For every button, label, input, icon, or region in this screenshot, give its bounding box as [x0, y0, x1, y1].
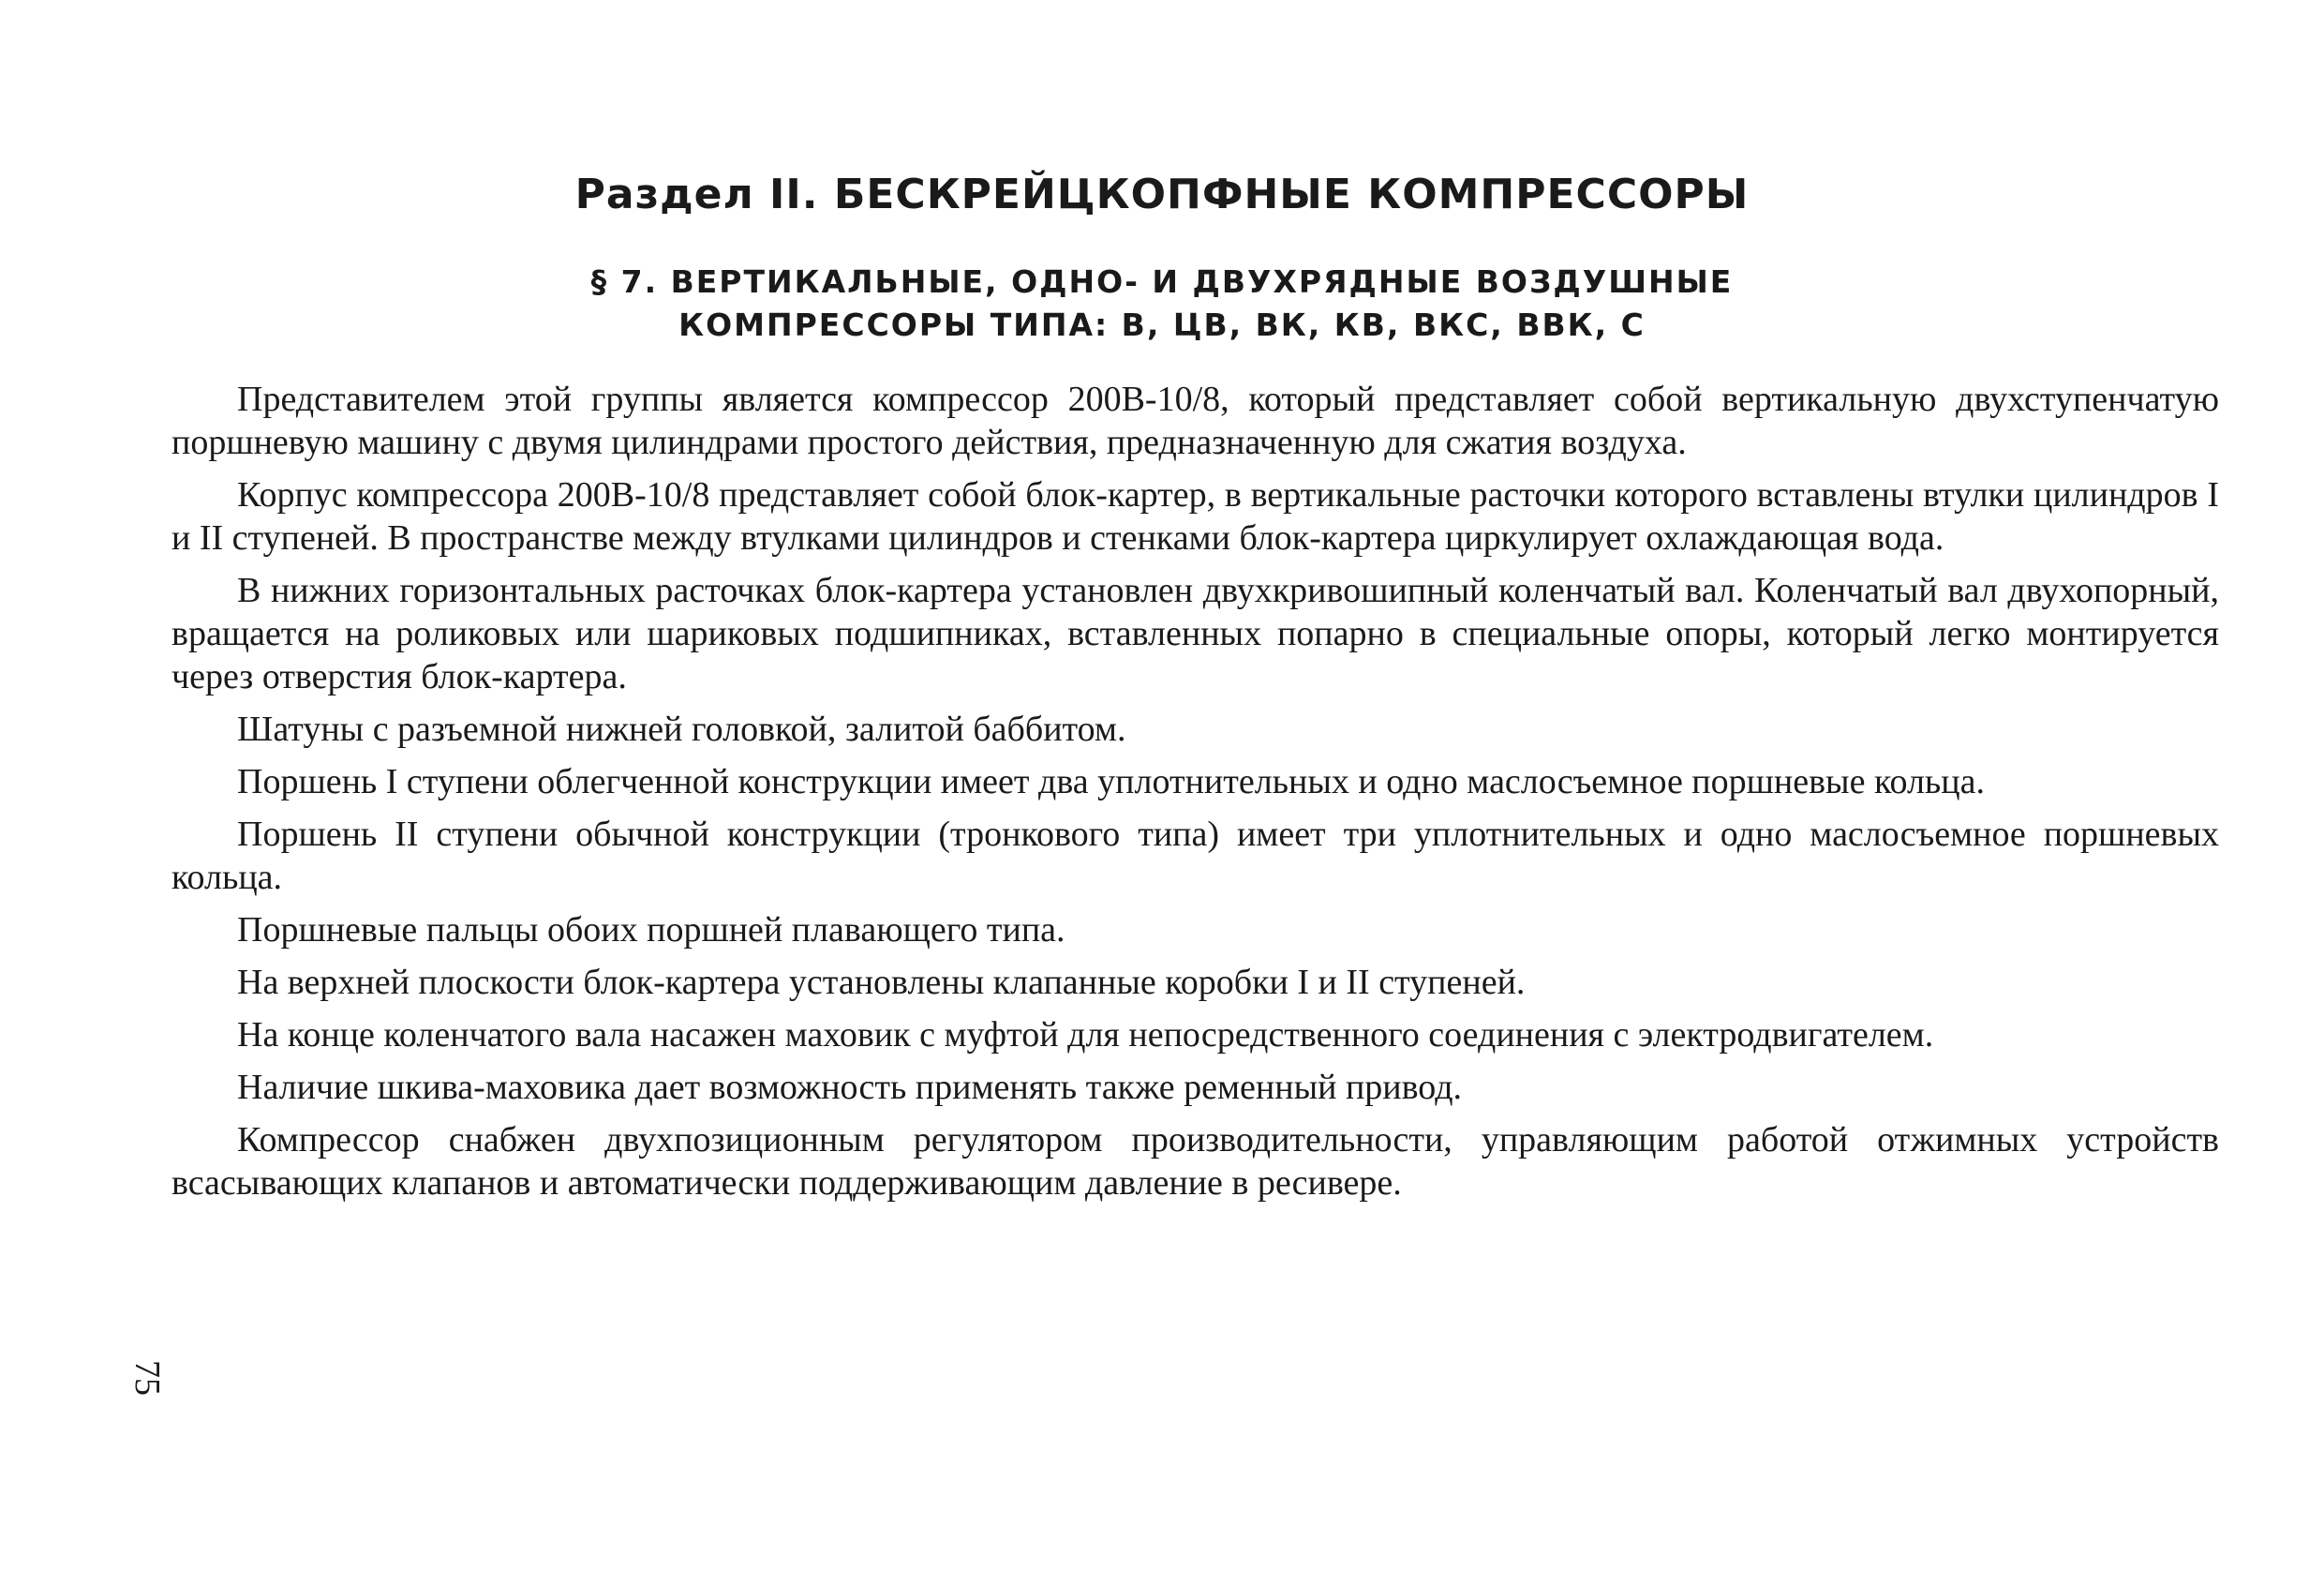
page-number: 75 [127, 1360, 167, 1396]
body-paragraph: Компрессор снабжен двухпозиционным регулятором производительности, управляющим работой отжимных устройств всасывающих клапанов и автоматически поддерживающим давление в ресивере. [171, 1120, 2219, 1203]
paragraph-heading-line-1: § 7. ВЕРТИКАЛЬНЫЕ, ОДНО- И ДВУХРЯДНЫЕ ВОЗДУШНЫЕ [590, 263, 1734, 300]
body-paragraph: В нижних горизонтальных расточках блок-картера установлен двухкривошипный коленчатый вал. Коленчатый вал двухопорный, вращается на роликовых или шариковых подшипниках, вставленных попарно в специальные опоры, который легко монтируется через отверстия блок-картера. [171, 571, 2219, 696]
body-paragraph: Поршневые пальцы обоих поршней плавающего типа. [237, 910, 1065, 950]
body-paragraph: Наличие шкива-маховика дает возможность применять также ременный привод. [237, 1068, 1463, 1107]
body-paragraph: Поршень I ступени облегченной конструкции имеет два уплотнительных и одно маслосъемное поршневые кольца. [237, 762, 1985, 801]
body-paragraph: Поршень II ступени обычной конструкции (тронкового типа) имеет три уплотнительных и одно маслосъемное поршневых кольца. [171, 815, 2219, 897]
paragraph-heading [0, 261, 2324, 347]
body-paragraph: На конце коленчатого вала насажен маховик с муфтой для непосредственного соединения с электродвигателем. [237, 1015, 1934, 1055]
section-title: Раздел II. БЕСКРЕЙЦКОПФНЫЕ КОМПРЕССОРЫ [574, 171, 1750, 218]
body-paragraph: Шатуны с разъемной нижней головкой, залитой баббитом. [237, 710, 1126, 749]
body-paragraph: На верхней плоскости блок-картера установлены клапанные коробки I и II ступеней. [237, 963, 1526, 1002]
paragraph-heading-line-2: КОМПРЕССОРЫ ТИПА: В, ЦВ, ВК, КВ, ВКС, ВВК, С [678, 307, 1646, 343]
body-text [171, 378, 2219, 1214]
body-paragraph: Представителем этой группы является компрессор 200В-10/8, который представляет собой вертикальную двухступенчатую поршневую машину с двумя цилиндрами простого действия, предназначенную для сжатия воздуха. [171, 380, 2219, 462]
body-paragraph: Корпус компрессора 200В-10/8 представляет собой блок-картер, в вертикальные расточки которого вставлены втулки цилиндров I и II ступеней. В пространстве между втулками цилиндров и стенками блок-картера циркулирует охлаждающая вода. [171, 475, 2219, 558]
